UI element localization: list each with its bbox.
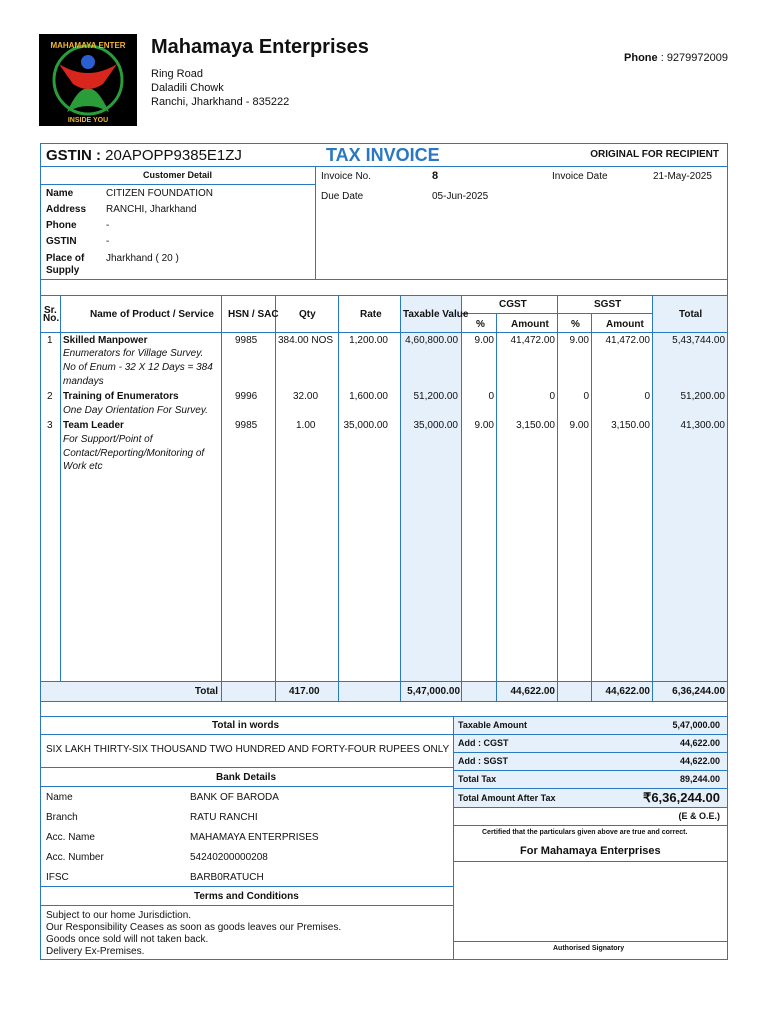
customer-address: RANCHI, Jharkhand — [106, 204, 197, 215]
customer-gstin-label: GSTIN — [46, 236, 77, 247]
phone-label: Phone — [624, 52, 658, 64]
for-company: For Mahamaya Enterprises — [520, 845, 661, 857]
item-desc: One Day Orientation For Survey. — [63, 405, 208, 416]
customer-phone: - — [106, 220, 110, 231]
summary-label: Total Tax — [458, 774, 497, 784]
svg-text:MAHAMAYA ENTER: MAHAMAYA ENTER — [50, 41, 126, 50]
totals-label: Total — [194, 686, 218, 697]
copy-label: ORIGINAL FOR RECIPIENT — [590, 149, 719, 160]
item-desc: Work etc — [63, 461, 103, 472]
item-total: 5,43,744.00 — [672, 335, 725, 346]
words-value: SIX LAKH THIRTY-SIX THOUSAND TWO HUNDRED AND FORTY-FOUR RUPEES ONLY — [46, 744, 450, 755]
col-taxable-header: Taxable Value — [403, 309, 469, 320]
col-cgst-amt: Amount — [511, 319, 549, 330]
item-sr: 1 — [47, 335, 53, 346]
item-cgst-pct: 9.00 — [474, 335, 494, 346]
bank-value: BARB0RATUCH — [190, 872, 264, 883]
bank-value: BANK OF BARODA — [190, 792, 279, 803]
item-sr: 3 — [47, 420, 53, 431]
col-qty-header: Qty — [299, 309, 316, 320]
item-desc: mandays — [63, 376, 104, 387]
col-sgst-header: SGST — [594, 299, 622, 310]
bank-value: MAHAMAYA ENTERPRISES — [190, 832, 319, 843]
customer-gstin: - — [106, 236, 110, 247]
item-hsn: 9985 — [235, 420, 258, 431]
col-sgst-amt: Amount — [606, 319, 644, 330]
phone-value: 9279972009 — [666, 52, 728, 64]
totals-qty: 417.00 — [289, 686, 320, 697]
terms-line: Our Responsibility Ceases as soon as goods leaves our Premises. — [46, 922, 342, 933]
summary-value: 44,622.00 — [679, 738, 720, 748]
item-sgst-amt: 0 — [644, 391, 650, 402]
bank-key: Acc. Number — [46, 852, 104, 863]
customer-name-label: Name — [46, 188, 74, 199]
item-cgst-pct: 9.00 — [474, 420, 494, 431]
place-of-supply-label: Place of — [46, 253, 85, 264]
col-product-header: Name of Product / Service — [90, 309, 214, 320]
company-name: Mahamaya Enterprises — [151, 36, 369, 58]
invoice-no: 8 — [432, 170, 439, 182]
item-rate: 35,000.00 — [343, 420, 388, 431]
item-qty: 1.00 — [296, 420, 316, 431]
item-sgst-amt: 3,150.00 — [611, 420, 650, 431]
item-cgst-amt: 41,472.00 — [510, 335, 555, 346]
bank-key: Name — [46, 792, 73, 803]
eoe: (E & O.E.) — [678, 811, 720, 821]
col-cgst-pct: % — [476, 319, 485, 330]
invoice-no-label: Invoice No. — [321, 171, 372, 182]
authorised-signatory: Authorised Signatory — [553, 945, 625, 952]
col-hsn-header: HSN / SAC — [228, 309, 279, 320]
totals-grand: 6,36,244.00 — [672, 686, 725, 697]
totals-taxable: 5,47,000.00 — [407, 686, 460, 697]
terms-line: Delivery Ex-Premises. — [46, 946, 145, 957]
item-taxable: 4,60,800.00 — [405, 335, 458, 346]
words-label: Total in words — [212, 720, 280, 731]
item-desc: For Support/Point of — [63, 434, 153, 445]
terms-label: Terms and Conditions — [194, 891, 299, 902]
col-cgst-header: CGST — [499, 299, 527, 310]
totals-sgst: 44,622.00 — [605, 686, 650, 697]
svg-text:INSIDE YOU: INSIDE YOU — [67, 117, 109, 124]
bank-label: Bank Details — [216, 772, 277, 783]
terms-line: Subject to our home Jurisdiction. — [46, 910, 192, 921]
due-date: 05-Jun-2025 — [432, 191, 489, 202]
item-desc: Enumerators for Village Survey. — [63, 348, 204, 359]
item-taxable: 51,200.00 — [413, 391, 458, 402]
item-name: Skilled Manpower — [63, 335, 148, 346]
due-date-label: Due Date — [321, 191, 364, 202]
company-address — [151, 67, 289, 109]
invoice-date-label: Invoice Date — [552, 171, 608, 182]
summary-value: 89,244.00 — [679, 774, 720, 784]
item-rate: 1,200.00 — [349, 335, 388, 346]
spacer-row-2 — [40, 701, 728, 717]
address-line: Ring Road — [151, 68, 203, 80]
item-hsn: 9985 — [235, 335, 258, 346]
item-name: Training of Enumerators — [63, 391, 179, 402]
place-of-supply-label-2: Supply — [46, 265, 80, 276]
customer-name: CITIZEN FOUNDATION — [106, 188, 214, 199]
item-hsn: 9996 — [235, 391, 258, 402]
bank-value: 54240200000208 — [190, 852, 268, 863]
item-qty: 32.00 — [293, 391, 319, 402]
invoice-title: TAX INVOICE — [326, 145, 440, 165]
bank-key: IFSC — [46, 872, 69, 883]
invoice-title-bar — [40, 143, 728, 167]
bank-value: RATU RANCHI — [190, 812, 258, 823]
col-sr-header-2: No. — [43, 313, 60, 324]
item-sr: 2 — [47, 391, 53, 402]
summary-value: 44,622.00 — [679, 756, 720, 766]
customer-section-label: Customer Detail — [143, 170, 213, 180]
certified-text: Certified that the particulars given above are true and correct. — [482, 829, 688, 836]
address-line: Ranchi, Jharkhand - 835222 — [151, 96, 290, 108]
item-rate: 1,600.00 — [349, 391, 388, 402]
item-cgst-pct: 0 — [488, 391, 494, 402]
item-sgst-pct: 9.00 — [569, 335, 589, 346]
spacer-row — [40, 279, 728, 296]
col-rate-header: Rate — [360, 309, 382, 320]
place-of-supply: Jharkhand ( 20 ) — [106, 253, 179, 264]
company-logo — [39, 34, 137, 126]
item-desc: Contact/Reporting/Monitoring of — [63, 448, 205, 459]
invoice-date: 21-May-2025 — [653, 171, 712, 182]
totals-cgst: 44,622.00 — [510, 686, 555, 697]
item-desc: No of Enum - 32 X 12 Days = 384 — [63, 362, 213, 373]
summary-label: Add : SGST — [458, 756, 508, 766]
item-cgst-amt: 0 — [549, 391, 555, 402]
item-sgst-pct: 0 — [583, 391, 589, 402]
col-total-header: Total — [679, 309, 703, 320]
col-sgst-pct: % — [571, 319, 580, 330]
customer-address-label: Address — [46, 204, 87, 215]
summary-label: Total Amount After Tax — [458, 793, 556, 803]
item-sgst-pct: 9.00 — [569, 420, 589, 431]
item-cgst-amt: 3,150.00 — [516, 420, 555, 431]
item-qty: 384.00 NOS — [278, 335, 334, 346]
col-sr-header: Sr. — [44, 305, 57, 316]
item-sgst-amt: 41,472.00 — [605, 335, 650, 346]
summary-label: Taxable Amount — [458, 720, 528, 730]
terms-line: Goods once sold will not taken back. — [46, 934, 209, 945]
item-total: 51,200.00 — [680, 391, 725, 402]
item-name: Team Leader — [63, 420, 124, 431]
bank-key: Acc. Name — [46, 832, 95, 843]
item-total: 41,300.00 — [680, 420, 725, 431]
customer-phone-label: Phone — [46, 220, 77, 231]
address-line: Daladili Chowk — [151, 82, 224, 94]
summary-value: 5,47,000.00 — [672, 720, 720, 730]
grand-total: ₹6,36,244.00 — [643, 790, 720, 805]
gstin: GSTIN : 20APOPP9385E1ZJ — [46, 147, 242, 164]
company-phone: Phone : 9279972009 — [624, 52, 728, 64]
item-taxable: 35,000.00 — [413, 420, 458, 431]
summary-label: Add : CGST — [458, 738, 509, 748]
bank-key: Branch — [46, 812, 78, 823]
